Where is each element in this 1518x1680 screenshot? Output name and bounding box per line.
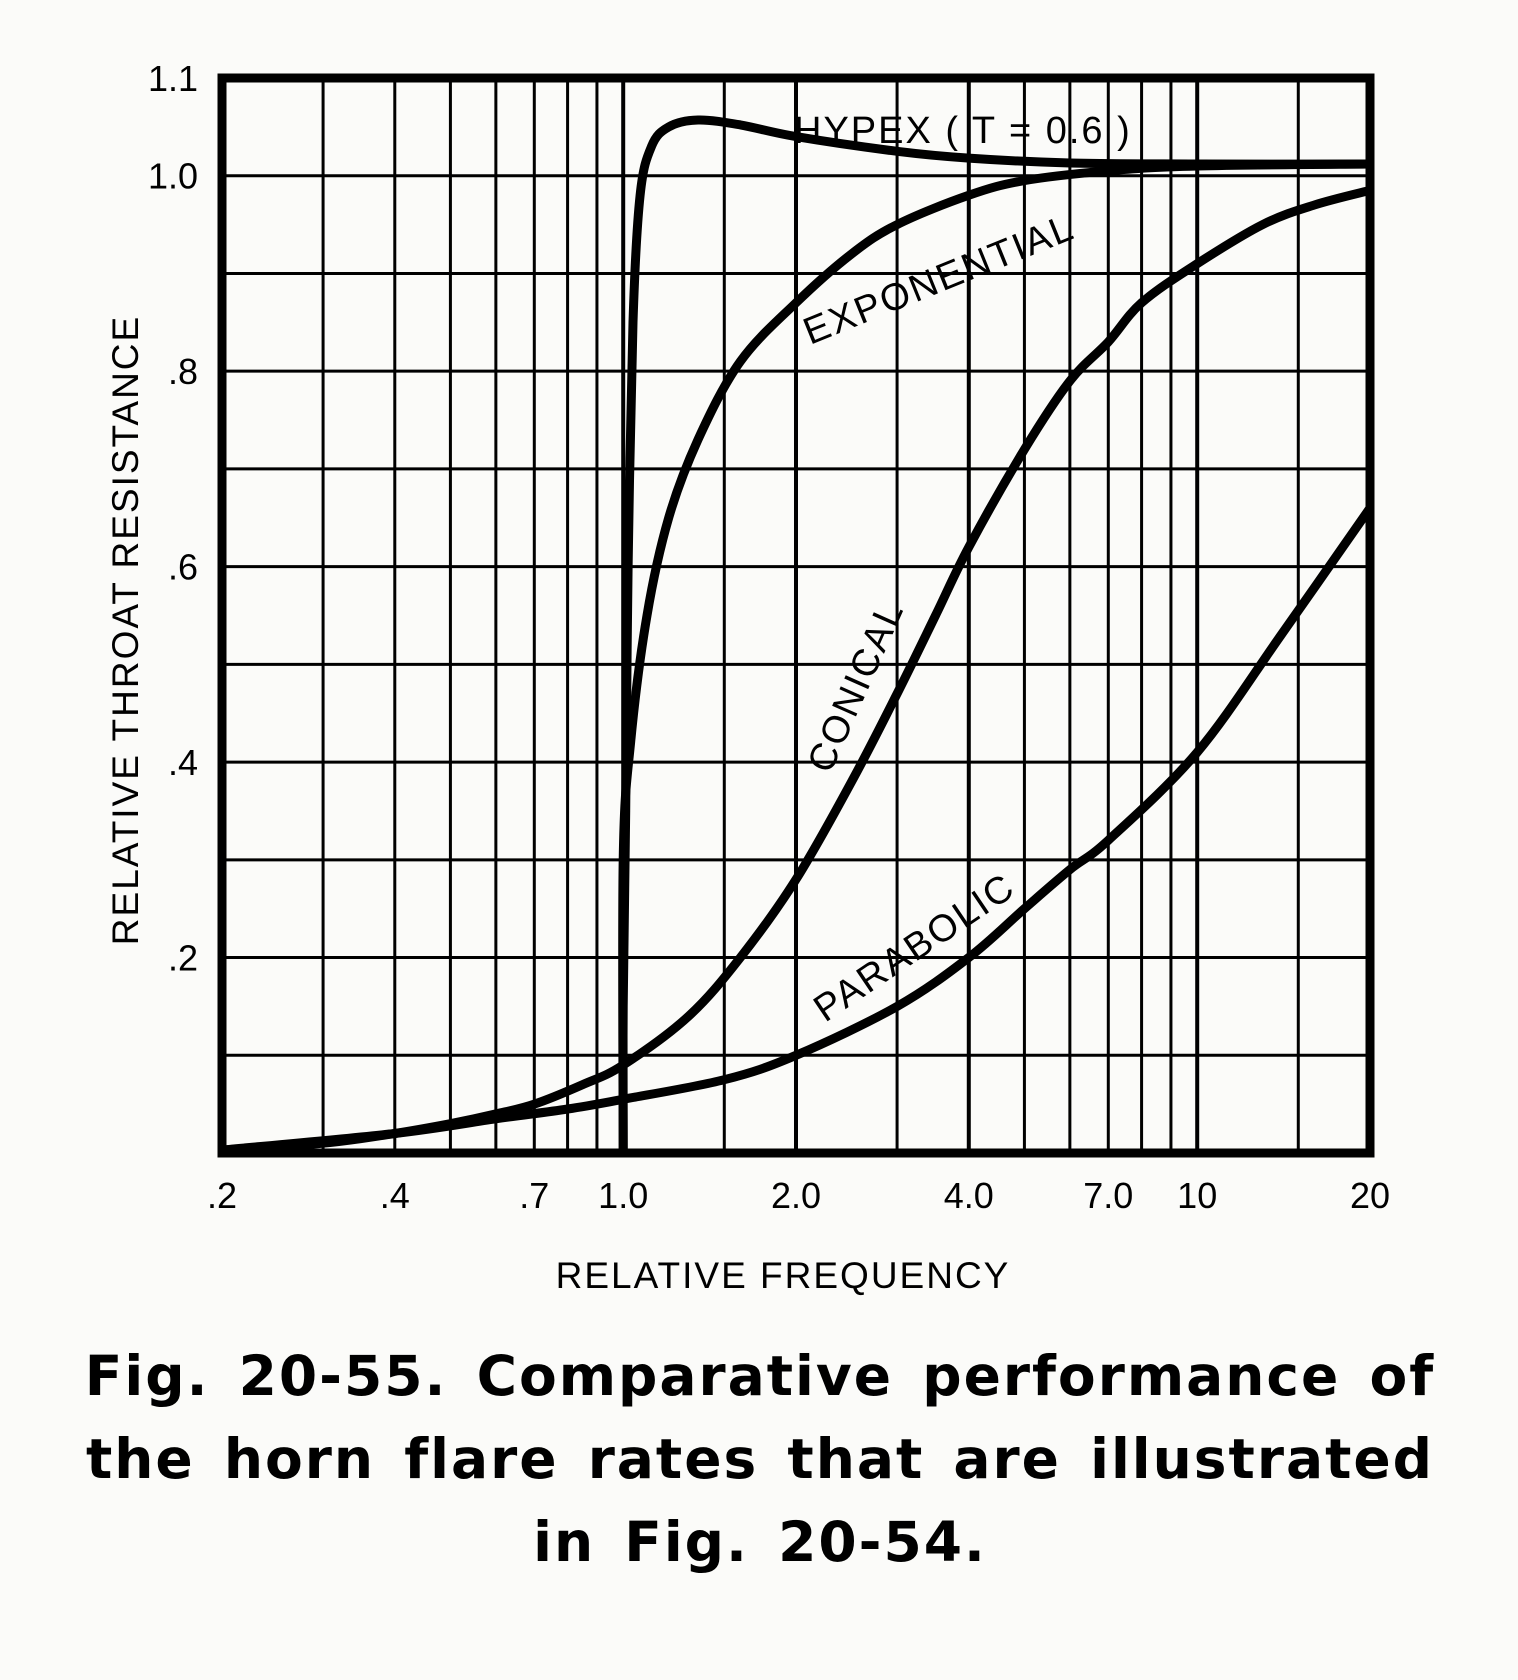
x-axis-label: RELATIVE FREQUENCY	[555, 1255, 1011, 1296]
y-tick-label: .8	[167, 351, 198, 393]
x-tick-label: .4	[379, 1175, 410, 1216]
y-tick-label: 1.0	[147, 155, 198, 197]
y-axis-label: RELATIVE THROAT RESISTANCE	[105, 314, 146, 946]
series-label-parabolic: PARABOLIC	[806, 865, 1023, 1031]
y-tick-label: .2	[167, 937, 198, 979]
tick-labels	[148, 58, 1390, 1216]
x-tick-label: 2.0	[770, 1175, 822, 1216]
x-tick-label: .2	[206, 1175, 238, 1216]
x-tick-label: 4.0	[943, 1175, 994, 1216]
y-tick-label: .4	[167, 742, 198, 784]
x-tick-label: 20	[1349, 1175, 1391, 1216]
curve-exponential	[623, 164, 1370, 1153]
y-tick-label: 1.1	[147, 58, 198, 99]
x-tick-label: 10	[1177, 1175, 1218, 1216]
figure-caption	[60, 1335, 1460, 1584]
grid	[222, 78, 1370, 1153]
x-tick-label: 1.0	[598, 1175, 649, 1216]
series-label-exponential: EXPONENTIAL	[797, 206, 1081, 354]
caption-line-2: the horn flare rates that are illustrated	[85, 1427, 1435, 1491]
series-labels	[794, 110, 1132, 1030]
series-label-hypex: HYPEX ( T = 0.6 )	[794, 110, 1132, 152]
x-tick-label: .7	[519, 1175, 550, 1216]
caption-line-3: in Fig. 20-54.	[533, 1510, 987, 1574]
series-label-conical: CONICAL	[799, 594, 913, 779]
y-tick-label: .6	[167, 546, 198, 588]
caption-line-1: Fig. 20-55. Comparative performance of	[84, 1344, 1436, 1408]
x-tick-label: 7.0	[1083, 1175, 1134, 1216]
